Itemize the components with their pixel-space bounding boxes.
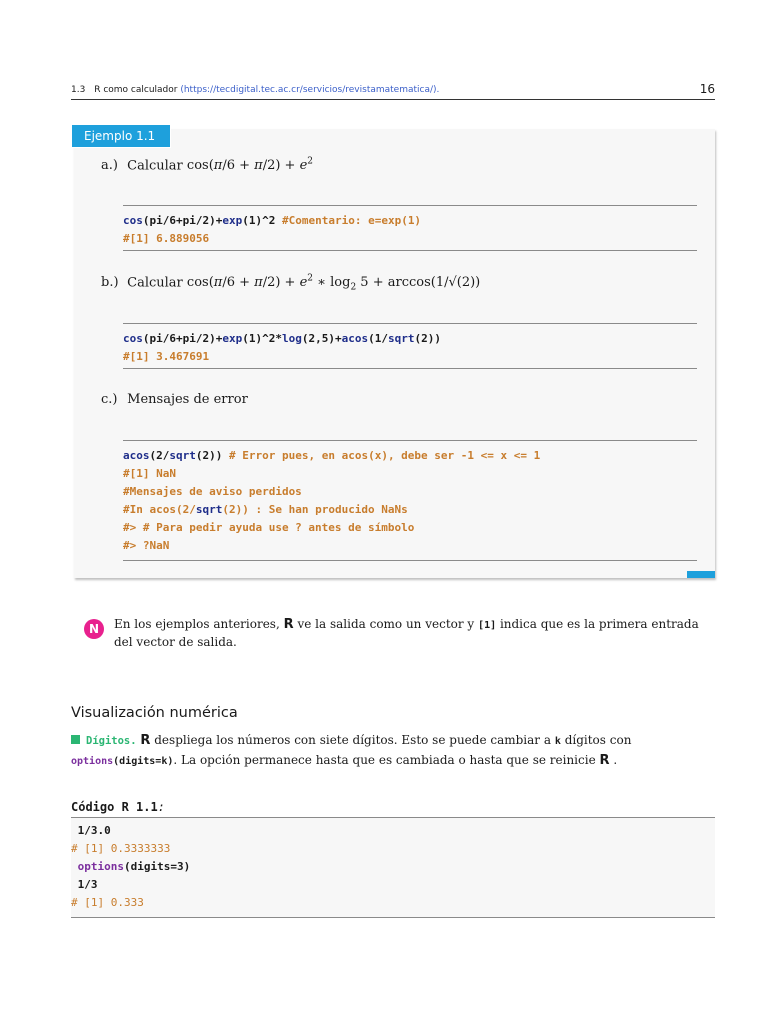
code-output: #> ?NaN: [123, 539, 170, 552]
item-text: Calcular: [127, 158, 183, 174]
code-block-a: [123, 205, 697, 251]
code-block-c: [123, 440, 697, 561]
para-text: dígitos con: [564, 733, 632, 747]
fn-sqrt: sqrt: [169, 449, 196, 462]
fn-exp: exp: [222, 214, 243, 227]
code-output: # [1] 0.3333333: [71, 842, 171, 855]
example-item-c: [101, 392, 248, 407]
para-text: despliega los números con siete dígitos. Esto se puede cambiar a: [154, 733, 551, 747]
code-text: (1)^2*: [242, 332, 282, 345]
item-label: a.): [101, 158, 118, 174]
code-listing: [71, 817, 715, 918]
inline-code: (digits=k): [113, 756, 174, 767]
code-block-b: [123, 323, 697, 369]
fn-sqrt: sqrt: [195, 503, 223, 516]
code-listing-label: Código R 1.1: [71, 800, 158, 814]
code-output: #[1] NaN: [123, 467, 176, 480]
r-logo: R: [599, 753, 610, 768]
section-number: 1.3: [71, 85, 86, 95]
note-icon: N: [84, 619, 104, 639]
code-text: (digits=3): [123, 860, 191, 873]
code-output: #[1] 3.467691: [123, 350, 210, 363]
fn-acos: acos: [341, 332, 369, 345]
para-text: . La opción permanece hasta que es cambiada o hasta que se reinicie: [173, 753, 596, 767]
page-number: 16: [699, 82, 715, 96]
code-output: (2)) : Se han producido NaNs: [222, 503, 408, 516]
r-logo: R: [283, 617, 294, 632]
code-listing-colon: :: [157, 800, 165, 814]
code-comment: # Error pues, en acos(x), debe ser -1 <= x <= 1: [229, 449, 541, 462]
journal-link[interactable]: (https://tecdigital.tec.ac.cr/servicios/revistamatematica/).: [180, 85, 440, 95]
fn-exp: exp: [222, 332, 243, 345]
section-paragraph: [71, 731, 721, 771]
code-text: (pi/6+pi/2)+: [142, 214, 223, 227]
example-box-corner: [687, 571, 715, 578]
inline-code-fn: options: [71, 756, 114, 767]
formula-b: $\cos(\pi/6 + \pi/2) + e^2$ ∗ $\log_2 5 + \arccos(1/√(2))$: [186, 274, 481, 293]
note-text: [114, 616, 704, 651]
fn-cos: cos: [123, 332, 143, 345]
code-text: (2)): [195, 449, 229, 462]
section-title: R como calculador: [94, 85, 178, 95]
example-tab: Ejemplo 1.1: [71, 124, 171, 148]
code-output: #Mensajes de aviso perdidos: [123, 485, 302, 498]
formula-a: $\cos(\pi/6 + \pi/2) + e^2$: [186, 157, 314, 174]
example-item-a: [101, 157, 313, 173]
fn-log: log: [281, 332, 302, 345]
code-line: 1/3: [71, 878, 98, 891]
code-text: (2/: [149, 449, 170, 462]
code-text: (1/: [368, 332, 388, 345]
code-line: 1/3.0: [71, 824, 111, 837]
page-header: [71, 82, 715, 102]
r-logo: R: [140, 733, 151, 748]
item-text: Mensajes de error: [127, 392, 248, 407]
item-text: Calcular: [127, 275, 183, 291]
fn-cos: cos: [123, 214, 143, 227]
example-item-b: [101, 274, 480, 293]
running-head: [71, 85, 439, 95]
code-text: (pi/6+pi/2)+: [142, 332, 223, 345]
fn-sqrt: sqrt: [387, 332, 415, 345]
code-text: (2)): [414, 332, 441, 345]
inline-code: [1]: [478, 620, 497, 631]
code-text: (2,5)+: [301, 332, 342, 345]
code-comment: #Comentario: e=exp(1): [281, 214, 422, 227]
item-label: b.): [101, 275, 119, 291]
green-square-icon: [71, 735, 80, 744]
digitos-label: Dígitos.: [86, 735, 137, 747]
code-output: #[1] 6.889056: [123, 232, 210, 245]
section-heading: Visualización numérica: [71, 705, 238, 721]
header-rule: [71, 99, 715, 100]
code-line: [71, 858, 715, 876]
note-text-part: En los ejemplos anteriores,: [114, 617, 280, 631]
fn-options: options: [77, 860, 124, 873]
note-text-part: ve la salida como un vector y: [297, 617, 475, 631]
code-output: # [1] 0.333: [71, 896, 144, 909]
code-output: #In acos(2/: [123, 503, 196, 516]
code-text: (1)^2: [242, 214, 282, 227]
code-output: #> # Para pedir ayuda use ? antes de símbolo: [123, 521, 415, 534]
code-listing-title: [71, 800, 165, 814]
item-label: c.): [101, 392, 118, 407]
note-text-part: indica que es la primera entrada del vector de salida.: [114, 617, 699, 649]
inline-code: k: [554, 736, 561, 747]
para-text: .: [613, 753, 618, 767]
fn-acos: acos: [123, 449, 150, 462]
